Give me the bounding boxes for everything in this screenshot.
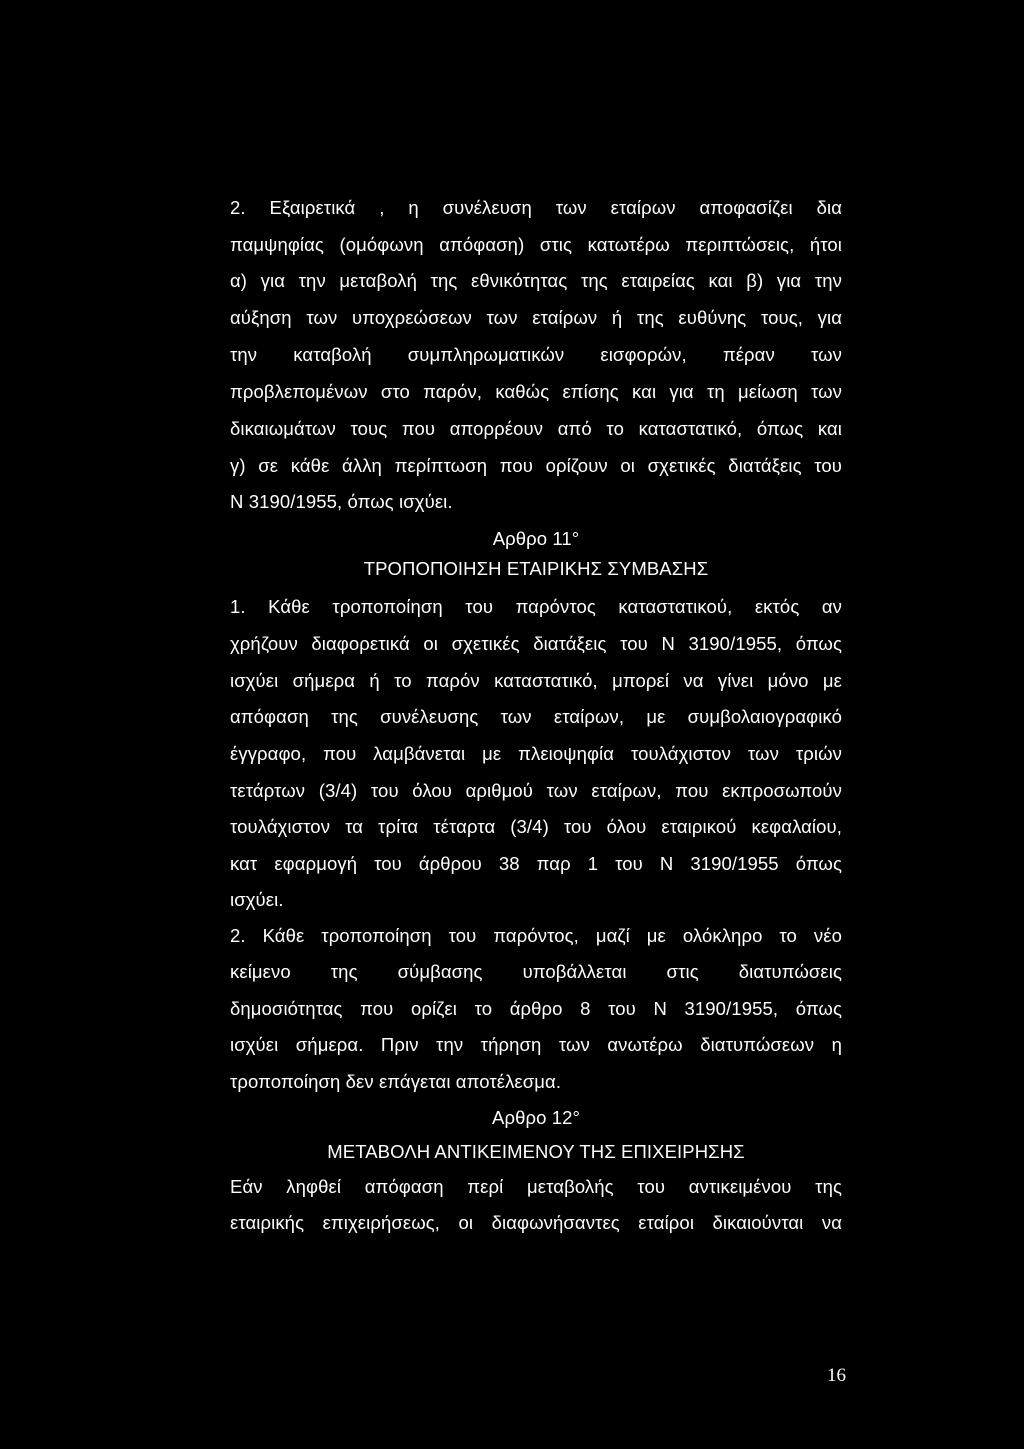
paragraph-2-line-2: παμψηφίας (ομόφωνη απόφαση) στις κατωτέρω περιπτώσεις, ήτοι: [230, 234, 842, 255]
article-12-title: ΜΕΤΑΒΟΛΗ ΑΝΤΙΚΕΙΜΕΝΟΥ ΤΗΣ ΕΠΙΧΕΙΡΗΣΗΣ: [327, 1141, 745, 1162]
article-11-para-1-line-5: έγγραφο, που λαμβάνεται με πλειοψηφία τουλάχιστον των τριών: [230, 743, 842, 764]
article-11-heading: Αρθρο 11°: [492, 528, 580, 549]
page-number: 16: [827, 1365, 846, 1386]
article-11-para-2-line-1: 2. Κάθε τροποποίηση του παρόντος, μαζί με ολόκληρο το νέο: [230, 925, 842, 946]
paragraph-2-line-5: την καταβολή συμπληρωματικών εισφορών, πέραν των: [230, 344, 842, 365]
article-12-para-line-1: Εάν ληφθεί απόφαση περί μεταβολής του αντικειμένου της: [230, 1176, 842, 1197]
article-11-para-2-line-4: ισχύει σήμερα. Πριν την τήρηση των ανωτέρω διατυπώσεων η: [230, 1034, 842, 1055]
article-11-para-2-line-3: δημοσιότητας που ορίζει το άρθρο 8 του Ν 3190/1955, όπως: [230, 998, 842, 1019]
paragraph-2-line-3: α) για την μεταβολή της εθνικότητας της εταιρείας και β) για την: [230, 270, 842, 291]
article-11-para-1-line-9: ισχύει.: [230, 889, 284, 910]
article-11-para-1-line-8: κατ εφαρμογή του άρθρου 38 παρ 1 του Ν 3190/1955 όπως: [230, 853, 842, 874]
article-11-para-1-line-6: τετάρτων (3/4) του όλου αριθμού των εταίρων, που εκπροσωπούν: [230, 780, 842, 801]
paragraph-2-line-9: Ν 3190/1955, όπως ισχύει.: [230, 491, 453, 512]
paragraph-2-line-1: 2. Εξαιρετικά , η συνέλευση των εταίρων αποφασίζει δια: [230, 197, 842, 218]
article-11-para-2-line-2: κείμενο της σύμβασης υποβάλλεται στις διατυπώσεις: [230, 961, 842, 982]
article-11-para-1-line-7: τουλάχιστον τα τρίτα τέταρτα (3/4) του όλου εταιρικού κεφαλαίου,: [230, 816, 842, 837]
paragraph-2-line-7: δικαιωμάτων τους που απορρέουν από το καταστατικό, όπως και: [230, 418, 842, 439]
article-11-title: ΤΡΟΠΟΠΟΙΗΣΗ ΕΤΑΙΡΙΚΗΣ ΣΥΜΒΑΣΗΣ: [363, 558, 709, 579]
paragraph-2-line-6: προβλεπομένων στο παρόν, καθώς επίσης και για τη μείωση των: [230, 381, 842, 402]
article-11-para-1-line-1: 1. Κάθε τροποποίηση του παρόντος καταστατικού, εκτός αν: [230, 596, 842, 617]
paragraph-2-line-8: γ) σε κάθε άλλη περίπτωση που ορίζουν οι σχετικές διατάξεις του: [230, 455, 842, 476]
paragraph-2-line-4: αύξηση των υποχρεώσεων των εταίρων ή της ευθύνης τους, για: [230, 307, 842, 328]
article-11-para-2-line-5: τροποποίηση δεν επάγεται αποτέλεσμα.: [230, 1071, 562, 1092]
article-12-heading: Αρθρο 12°: [492, 1107, 580, 1128]
article-12-para-line-2: εταιρικής επιχειρήσεως, οι διαφωνήσαντες εταίροι δικαιούνται να: [230, 1212, 842, 1233]
article-11-para-1-line-3: ισχύει σήμερα ή το παρόν καταστατικό, μπορεί να γίνει μόνο με: [230, 670, 842, 691]
article-11-para-1-line-2: χρήζουν διαφορετικά οι σχετικές διατάξεις του Ν 3190/1955, όπως: [230, 633, 842, 654]
article-11-para-1-line-4: απόφαση της συνέλευσης των εταίρων, με συμβολαιογραφικό: [230, 706, 842, 727]
